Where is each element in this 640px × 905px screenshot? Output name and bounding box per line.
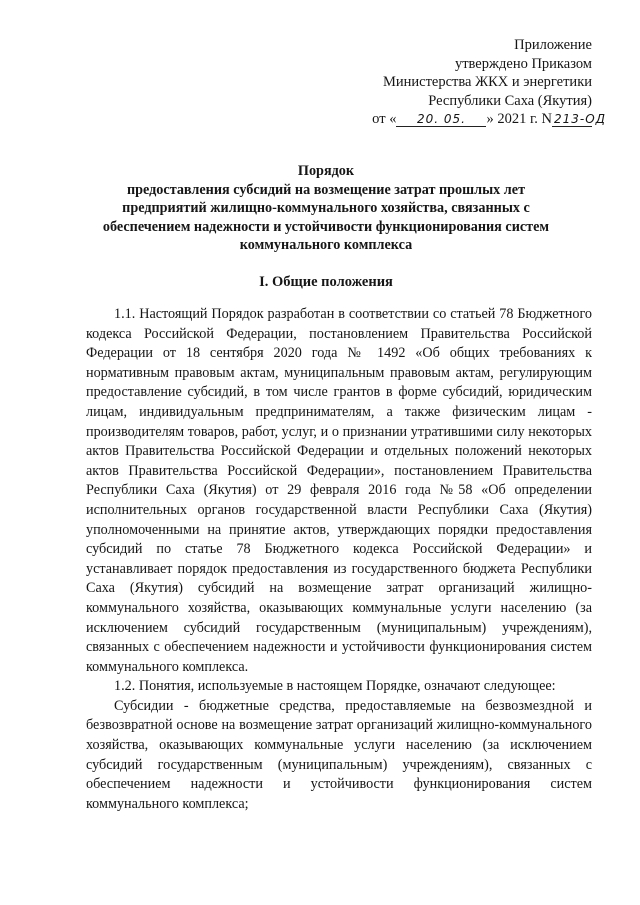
handwritten-order-number: 213-ОД (554, 112, 607, 126)
paragraph-1-1: 1.1. Настоящий Порядок разработан в соответствии со статьей 78 Бюджетного кодекса Российской Федерации, постановлением Правительства Российской Федерации от 18 сентября 2020 года № 1492 «Об общих требованиях к нормативным правовым актам, муниципальным правовым актам, регулирующим предоставление субсидий, в том числе грантов в форме субсидий, юридическим лицам, индивидуальным предпринимателям, а также физическим лицам - производителям товаров, работ, услуг, и о признании утратившими силу некоторых актов Правительства Российской Федерации и отдельных положений некоторых актов Правительства Российской Федерации», постановлением Правительства Республики Саха (Якутия) от 29 февраля 2016 года №58 «Об определении исполнительных органов государственной власти Республики Саха (Якутия) уполномоченными на принятие актов, утверждающих порядки предоставления субсидий по статье 78 Бюджетного кодекса Российской Федерации» и устанавливает порядок предоставления из государственного бюджета Республики Саха (Якутия) субсидий на возмещение затрат организаций жилищно-коммунального хозяйства, оказывающих коммунальные услуги населению (за исключением субсидий государственным (муниципальным) учреждениям), связанных с обеспечением надежности и устойчивости функционирования систем коммунального комплекса. (86, 306, 592, 675)
title-line-3: предприятий жилищно-коммунального хозяйства, связанных с (122, 200, 530, 217)
title-line-2: предоставления субсидий на возмещение затрат прошлых лет (126, 181, 526, 198)
title-line-4: обеспечением надежности и устойчивости функционирования систем (102, 218, 550, 235)
section-heading: I. Общие положения (259, 274, 393, 290)
approval-stamp-block (372, 36, 607, 129)
document-body (86, 305, 592, 814)
approval-date-line (372, 110, 607, 129)
approval-approved-by: утверждено Приказом (454, 55, 592, 72)
title-line-5: коммунального комплекса (239, 237, 413, 254)
paragraph-subsidies-definition: Субсидии - бюджетные средства, предоставляемые на безвозмездной и безвозвратной основе на возмещение затрат организаций жилищно-коммунального хозяйства, оказывающих коммунальные услуги населению (за исключением субсидий государственным (муниципальным) учреждениям), связанных с обеспечением надежности и устойчивости функционирования систем коммунального комплекса; (86, 697, 592, 812)
approval-republic: Республики Саха (Якутия) (428, 92, 592, 109)
approval-ministry: Министерства ЖКХ и энергетики (382, 74, 592, 90)
paragraph-1-2: 1.2. Понятия, используемые в настоящем Порядке, означают следующее: (114, 678, 556, 695)
title-line-1: Порядок (297, 163, 355, 179)
approval-year-text: » 2021 г. N (486, 111, 552, 127)
approval-appendix-label: Приложение (514, 37, 592, 53)
approval-from-prefix: от « (372, 111, 397, 127)
handwritten-date: 20. 05. (396, 112, 486, 127)
document-title (60, 162, 592, 255)
